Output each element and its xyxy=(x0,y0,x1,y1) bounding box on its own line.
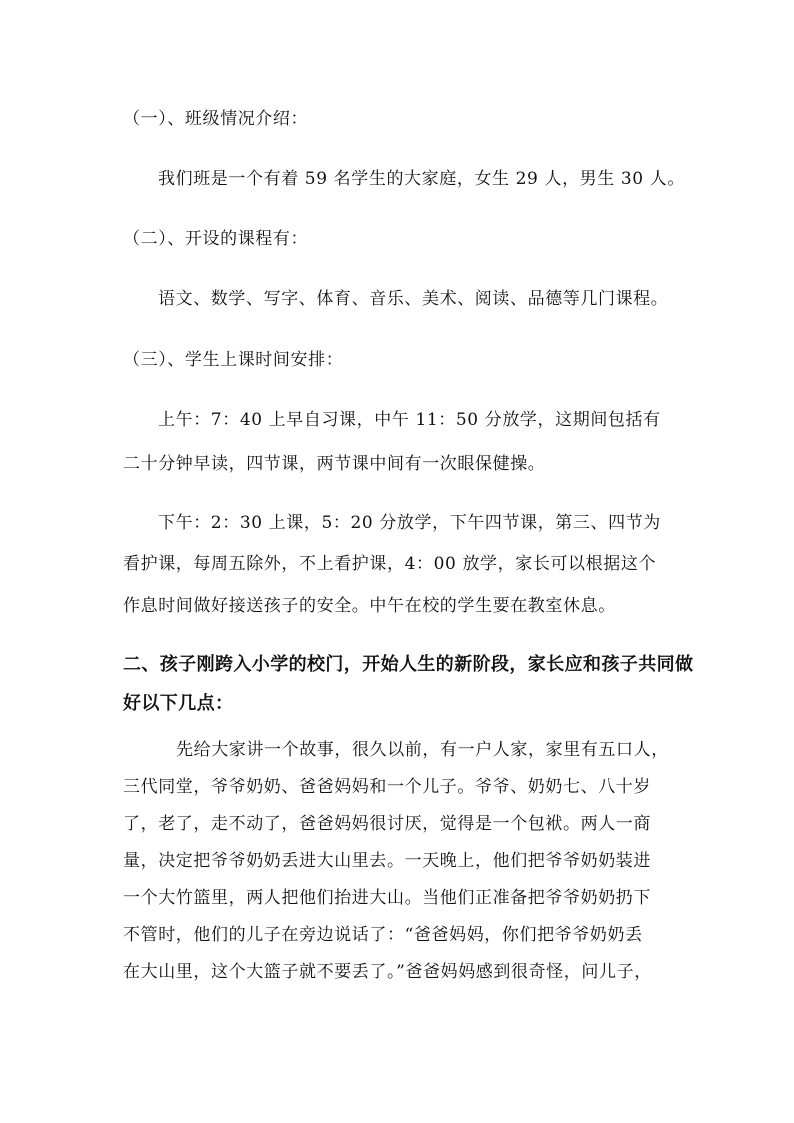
story-line-1: 先给大家讲一个故事，很久以前，有一户人家，家里有五口人， xyxy=(176,740,669,760)
afternoon-schedule-line-3: 作息时间做好接送孩子的安全。中午在校的学生要在教室休息。 xyxy=(123,596,616,616)
part-two-heading-line-1: 二、孩子刚跨入小学的校门，开始人生的新阶段，家长应和孩子共同做 xyxy=(123,654,694,675)
part-two-heading-line-2: 好以下几点： xyxy=(123,693,234,714)
afternoon-schedule-line-2: 看护课，每周五除外，不上看护课，4：00 放学，家长可以根据这个 xyxy=(123,554,657,574)
story-line-7: 在大山里，这个大篮子就不要丢了。”爸爸妈妈感到很奇怪，问儿子， xyxy=(123,962,652,982)
story-line-5: 一个大竹篮里，两人把他们抬进大山。当他们正准备把爷爷奶奶扔下 xyxy=(123,888,651,908)
section-heading-class-intro: （一）、班级情况介绍： xyxy=(123,109,309,129)
morning-schedule-line-1: 上午：7：40 上早自习课，中午 11：50 分放学，这期间包括有 xyxy=(158,410,661,430)
section-heading-schedule: （三）、学生上课时间安排： xyxy=(123,350,344,370)
morning-schedule-line-2: 二十分钟早读，四节课，两节课中间有一次眼保健操。 xyxy=(123,454,546,474)
story-line-2: 三代同堂，爷爷奶奶、爸爸妈妈和一个儿子。爷爷、奶奶七、八十岁 xyxy=(123,777,651,797)
class-intro-paragraph: 我们班是一个有着 59 名学生的大家庭，女生 29 人，男生 30 人。 xyxy=(158,169,685,189)
story-line-4: 量，决定把爷爷奶奶丢进大山里去。一天晚上，他们把爷爷奶奶装进 xyxy=(123,851,651,871)
story-line-6: 不管时，他们的儿子在旁边说话了：“爸爸妈妈，你们把爷爷奶奶丢 xyxy=(123,925,643,945)
afternoon-schedule-line-1: 下午：2：30 上课，5：20 分放学，下午四节课，第三、四节为 xyxy=(158,513,661,533)
story-line-3: 了，老了，走不动了，爸爸妈妈很讨厌，觉得是一个包袱。两人一商 xyxy=(123,814,651,834)
courses-paragraph: 语文、数学、写字、体育、音乐、美术、阅读、品德等几门课程。 xyxy=(158,289,669,309)
section-heading-courses: （二）、开设的课程有： xyxy=(123,229,309,249)
